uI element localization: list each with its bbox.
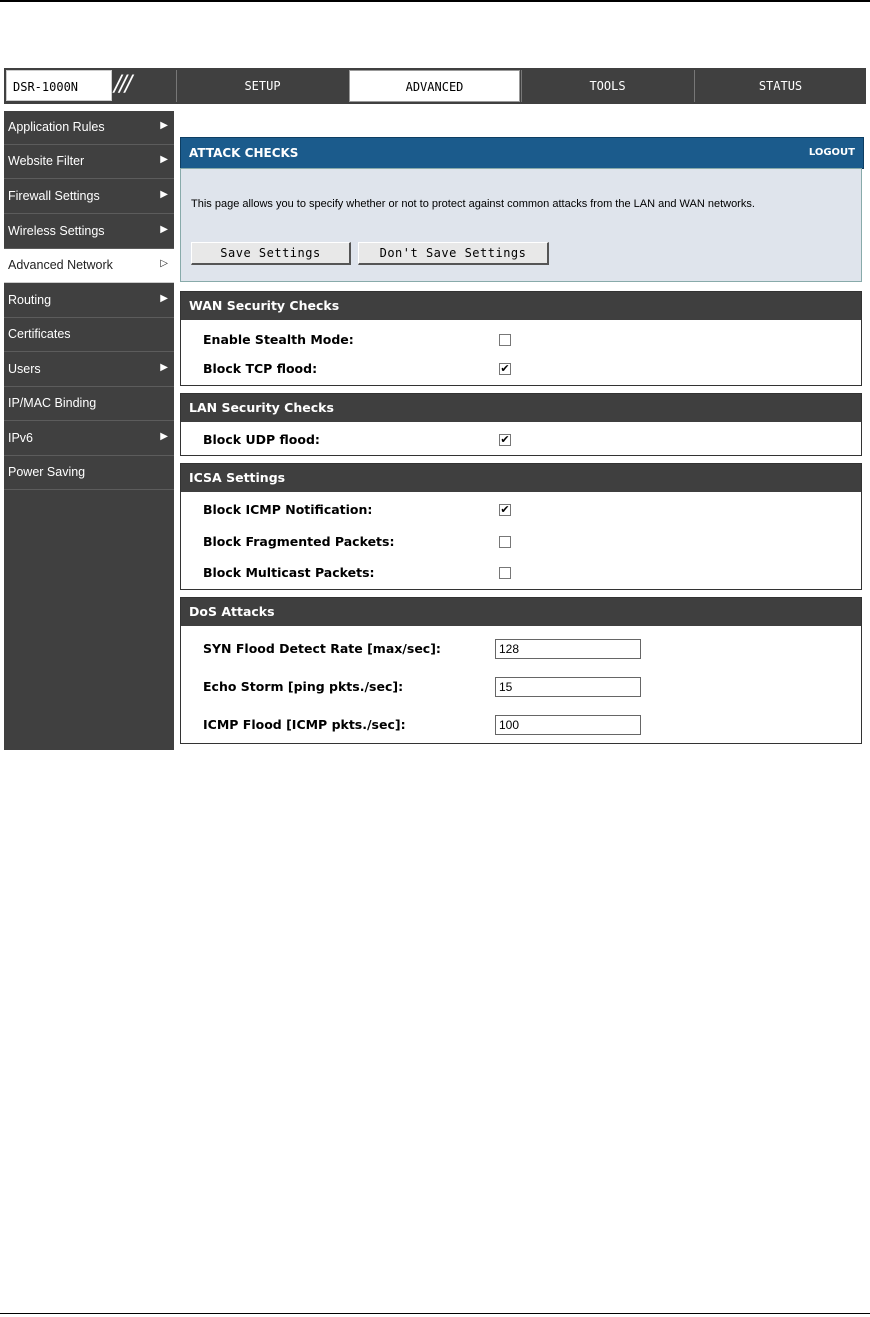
logo-slash-graphic: ///: [114, 72, 131, 97]
bottom-rule: [0, 1313, 870, 1314]
chevron-right-icon: ▶: [160, 431, 168, 442]
page-header: [180, 137, 864, 169]
logout-link[interactable]: LOGOUT: [808, 147, 855, 158]
stealth-mode-checkbox[interactable]: [499, 334, 511, 346]
section-title: DoS Attacks: [181, 598, 861, 626]
sidebar-item-website-filter[interactable]: [4, 145, 174, 179]
block-icmp-notification-checkbox[interactable]: ✔: [500, 503, 510, 516]
block-tcp-flood-label: Block TCP flood:: [203, 361, 318, 376]
sidebar-item-label: Certificates: [8, 327, 71, 341]
block-fragmented-packets-label: Block Fragmented Packets:: [203, 534, 395, 549]
sidebar-item-ipv6[interactable]: [4, 422, 174, 456]
chevron-right-icon: ▶: [160, 224, 168, 235]
sidebar-item-label: IPv6: [8, 431, 34, 445]
lan-security-section: [180, 393, 862, 456]
sidebar-item-label: Application Rules: [8, 120, 105, 134]
tab-advanced[interactable]: ADVANCED: [349, 70, 520, 102]
icmp-flood-label: ICMP Flood [ICMP pkts./sec]:: [203, 717, 406, 732]
block-udp-flood-label: Block UDP flood:: [203, 432, 320, 447]
sidebar-item-ip-mac-binding[interactable]: [4, 387, 174, 421]
chevron-right-outline-icon: ▷: [160, 258, 168, 269]
intro-text: This page allows you to specify whether or not to protect against common attacks from the LAN and WAN networks.: [191, 198, 755, 210]
section-title: ICSA Settings: [181, 464, 861, 492]
sidebar-item-certificates[interactable]: [4, 318, 174, 352]
sidebar-item-label: Power Saving: [8, 465, 86, 479]
block-tcp-flood-checkbox[interactable]: ✔: [500, 362, 510, 375]
sidebar-item-routing[interactable]: [4, 284, 174, 318]
chevron-right-icon: ▶: [160, 154, 168, 165]
block-multicast-packets-checkbox[interactable]: [499, 567, 511, 579]
tab-status[interactable]: STATUS: [694, 70, 866, 102]
model-logo: [6, 70, 112, 101]
sidebar-item-label: Wireless Settings: [8, 224, 105, 238]
sidebar-item-label: Advanced Network: [8, 258, 113, 272]
sidebar-item-users[interactable]: [4, 353, 174, 387]
sidebar-item-firewall-settings[interactable]: [4, 180, 174, 214]
dont-save-settings-button[interactable]: Don't Save Settings: [358, 242, 549, 265]
dos-attacks-section: [180, 597, 862, 744]
block-icmp-notification-label: Block ICMP Notification:: [203, 502, 373, 517]
chevron-right-icon: ▶: [160, 362, 168, 373]
top-navigation: [4, 68, 866, 104]
sidebar-item-power-saving[interactable]: [4, 456, 174, 490]
section-title: WAN Security Checks: [181, 292, 861, 320]
stealth-mode-label: Enable Stealth Mode:: [203, 332, 354, 347]
sidebar-item-label: Firewall Settings: [8, 189, 100, 203]
icsa-settings-section: [180, 463, 862, 590]
page-title: ATTACK CHECKS: [189, 146, 299, 160]
chevron-right-icon: ▶: [160, 189, 168, 200]
chevron-right-icon: ▶: [160, 293, 168, 304]
tab-tools[interactable]: TOOLS: [521, 70, 693, 102]
sidebar: [4, 111, 174, 750]
sidebar-item-label: Users: [8, 362, 41, 376]
echo-storm-label: Echo Storm [ping pkts./sec]:: [203, 679, 404, 694]
sidebar-item-label: Website Filter: [8, 154, 85, 168]
sidebar-item-label: Routing: [8, 293, 52, 307]
tab-setup[interactable]: SETUP: [176, 70, 348, 102]
block-udp-flood-checkbox[interactable]: ✔: [500, 433, 510, 446]
wan-security-section: [180, 291, 862, 386]
block-multicast-packets-label: Block Multicast Packets:: [203, 565, 375, 580]
intro-panel: [180, 168, 862, 282]
syn-flood-rate-input[interactable]: [495, 639, 641, 659]
top-rule: [0, 0, 870, 2]
sidebar-item-wireless-settings[interactable]: [4, 215, 174, 249]
sidebar-item-label: IP/MAC Binding: [8, 396, 97, 410]
syn-flood-rate-label: SYN Flood Detect Rate [max/sec]:: [203, 641, 441, 656]
chevron-right-icon: ▶: [160, 120, 168, 131]
block-fragmented-packets-checkbox[interactable]: [499, 536, 511, 548]
model-name: DSR-1000N: [13, 80, 79, 94]
sidebar-item-advanced-network[interactable]: [4, 249, 174, 283]
sidebar-item-application-rules[interactable]: [4, 111, 174, 145]
router-admin-frame: [4, 68, 866, 750]
echo-storm-input[interactable]: [495, 677, 641, 697]
icmp-flood-input[interactable]: [495, 715, 641, 735]
save-settings-button[interactable]: Save Settings: [191, 242, 351, 265]
section-title: LAN Security Checks: [181, 394, 861, 422]
